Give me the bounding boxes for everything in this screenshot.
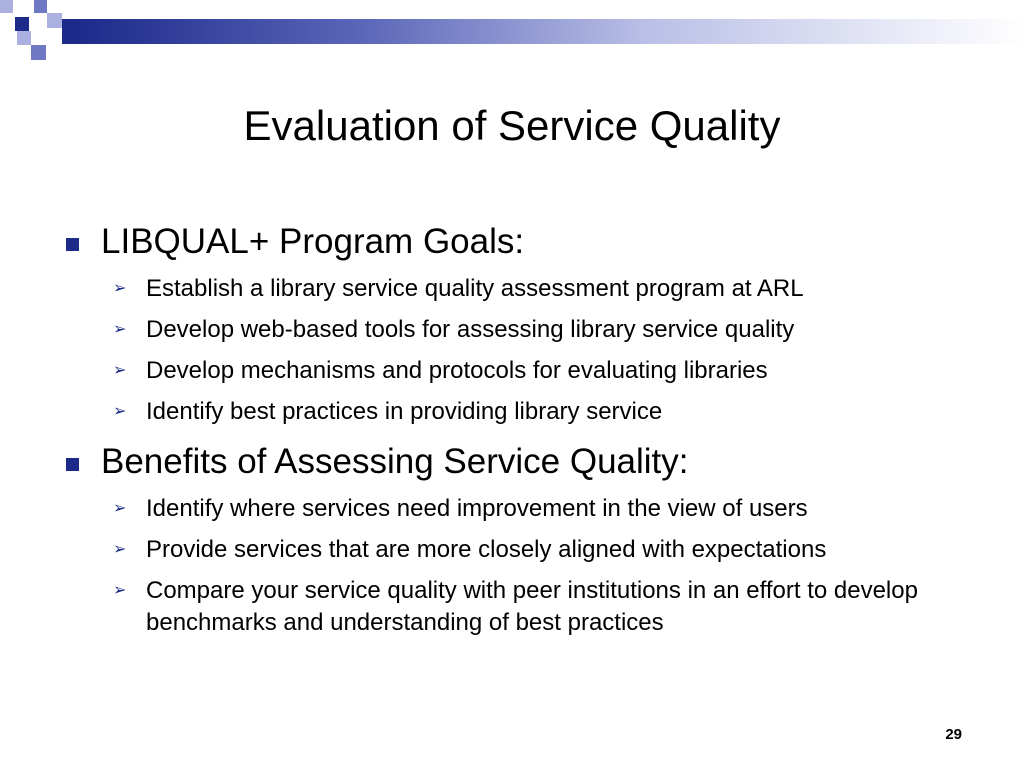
page-number: 29 [945,726,962,743]
list-item-text: Develop mechanisms and protocols for evaluating libraries [146,357,768,384]
list-item [0,575,1024,639]
header-gradient-bar [76,19,1024,44]
decor-square-dark [15,17,29,31]
decor-square-mid [31,45,46,60]
decor-square-dark [62,19,76,44]
decor-square-light [17,31,31,45]
list-item-text: Provide services that are more closely aligned with expectations [146,536,827,563]
arrowhead-bullet-icon: ➢ [113,321,127,338]
list-item [0,493,1024,525]
list-item-text: Develop web-based tools for assessing library service quality [146,316,795,343]
section-heading-text: LIBQUAL+ Program Goals: [101,222,525,261]
arrowhead-bullet-icon: ➢ [113,582,127,599]
list-item-text: Identify best practices in providing library service [146,398,663,425]
list-item [0,314,1024,346]
square-bullet-icon [66,458,79,471]
section-heading [0,220,1024,264]
decor-square-light [0,0,13,13]
arrowhead-bullet-icon: ➢ [113,362,127,379]
list-item-text: Identify where services need improvement in the view of users [146,495,808,522]
section-heading-text: Benefits of Assessing Service Quality: [101,442,689,481]
arrowhead-bullet-icon: ➢ [113,500,127,517]
header-decoration [0,0,1024,70]
list-item [0,396,1024,428]
section-heading [0,440,1024,484]
section-benefits [0,440,1024,639]
slide-title: Evaluation of Service Quality [243,102,781,149]
decor-square-mid [34,0,47,13]
list-item [0,534,1024,566]
section-program-goals [0,220,1024,428]
decor-square-light [47,13,62,28]
list-item [0,355,1024,387]
arrowhead-bullet-icon: ➢ [113,541,127,558]
square-bullet-icon [66,238,79,251]
list-item-text: Establish a library service quality assessment program at ARL [146,275,804,302]
list-item [0,273,1024,305]
list-item-text: Compare your service quality with peer institutions in an effort to develop benchmarks and understanding of best practices [146,577,918,636]
slide-content [0,220,1024,639]
arrowhead-bullet-icon: ➢ [113,280,127,297]
arrowhead-bullet-icon: ➢ [113,403,127,420]
